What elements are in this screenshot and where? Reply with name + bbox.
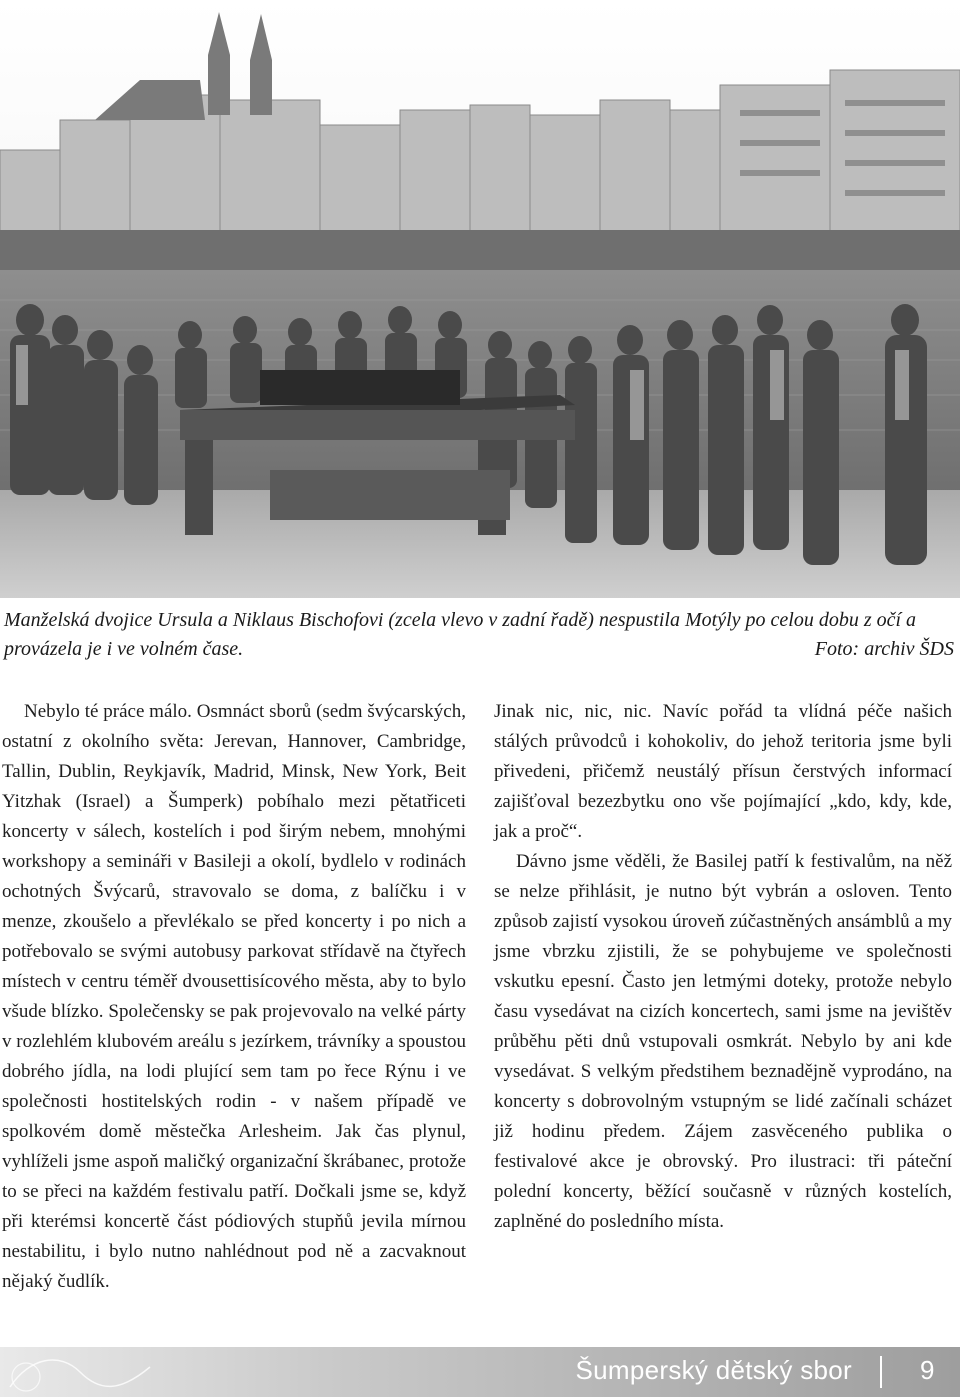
article-paragraph: Nebylo té práce málo. Osmnáct sborů (sedm švýcarských, ostatní z okolního světa: Jerevan, Hannover, Cambridge, Tallin, Dublin, Reykjavík, Madrid, Minsk, New York, Beit Yitzhak (Israel) a Šumperk) pobíhalo mezi pětatřiceti koncerty v sálech, kostelích i pod širým nebem, mnohými workshopy a semináři v Basileji a okolí, bydlelo v rodinách ochotných Švýcarů, stravovalo se doma, z balíčku i v menze, zkoušelo a převlékalo se před koncerty i po nich a potřebovalo se svými autobusy parkovat střídavě na čtyřech místech v centru téměř dvousettisícového města, aby to bylo všude blízko. Společensky se pak projevovalo na velké párty v rozlehlém klubovém areálu s jezírkem, trávníky a spoustou dobrého jídla, na lodi plující sem tam po řece Rýnu i ve společnosti hostitelských rodin - v našem případě ve spolkovém domě městečka Arlesheim. Jak čas plynul, vyhlíželi jsme aspoň maličký organizační škrábanec, protože to se přeci na každém festivalu patří. Dočkali jsme se, když při kterémsi koncertě část pódiových stupňů jevila mírnou nestabilitu, i bylo nutno nahlédnout pod ně a zacvaknout nějaký čudlík. [2,701,466,1292]
decorative-swirl-icon [0,1347,200,1397]
page-number: 9 [920,1355,935,1385]
article-right-column [494,697,952,1237]
article-paragraph: Dávno jsme věděli, že Basilej patří k festivalům, na něž se nelze přihlásit, je nutno být vybrán a osloven. Tento způsob zajistí vysokou úroveň zúčastněných ansámblů a my jsme vbrzku zjistili, že se pohybujeme ve společnosti vskutku epesní. Často jen letmými doteky, protože nebylo času vysedávat na cizích koncertech, sami jsme na jevištěv průběhu pěti dnů vstupovali osmkrát. Nebylo by ani kde vysedávat. S velkým předstihem beznadějně vyprodáno, na koncerty s dobrovolným vstupným se lidé začínali scházet již hodinu předem. Zájem zasvěceného publika o festivalové akce je obrovský. Pro ilustraci: tři páteční polední koncerty, běžící současně v různých kostelích, zaplněné do posledního místa. [494,851,952,1232]
photo-credit: Foto: archiv ŠDS [814,638,954,660]
photo-illustration [0,0,960,598]
article-paragraph: Jinak nic, nic, nic. Navíc pořád ta vlídná péče našich stálých průvodců i kohokoliv, do jehož teritoria jsme byli přivedeni, přičemž neustálý přísun čerstvých informací zajišťoval bezezbytku ono vše pojímající „kdo, kdy, kde, jak a proč“. [494,701,952,842]
group-photo [0,0,960,598]
caption-text: Manželská dvojice Ursula a Niklaus Bischofovi (zcela vlevo v zadní řadě) nespustila Motýly po celou dobu z očí a provázela je i ve volném čase. [4,609,917,660]
photo-caption [4,606,954,664]
footer-divider [880,1356,882,1388]
article-left-column [2,697,466,1297]
publication-title: Šumperský dětský sbor [575,1355,852,1385]
